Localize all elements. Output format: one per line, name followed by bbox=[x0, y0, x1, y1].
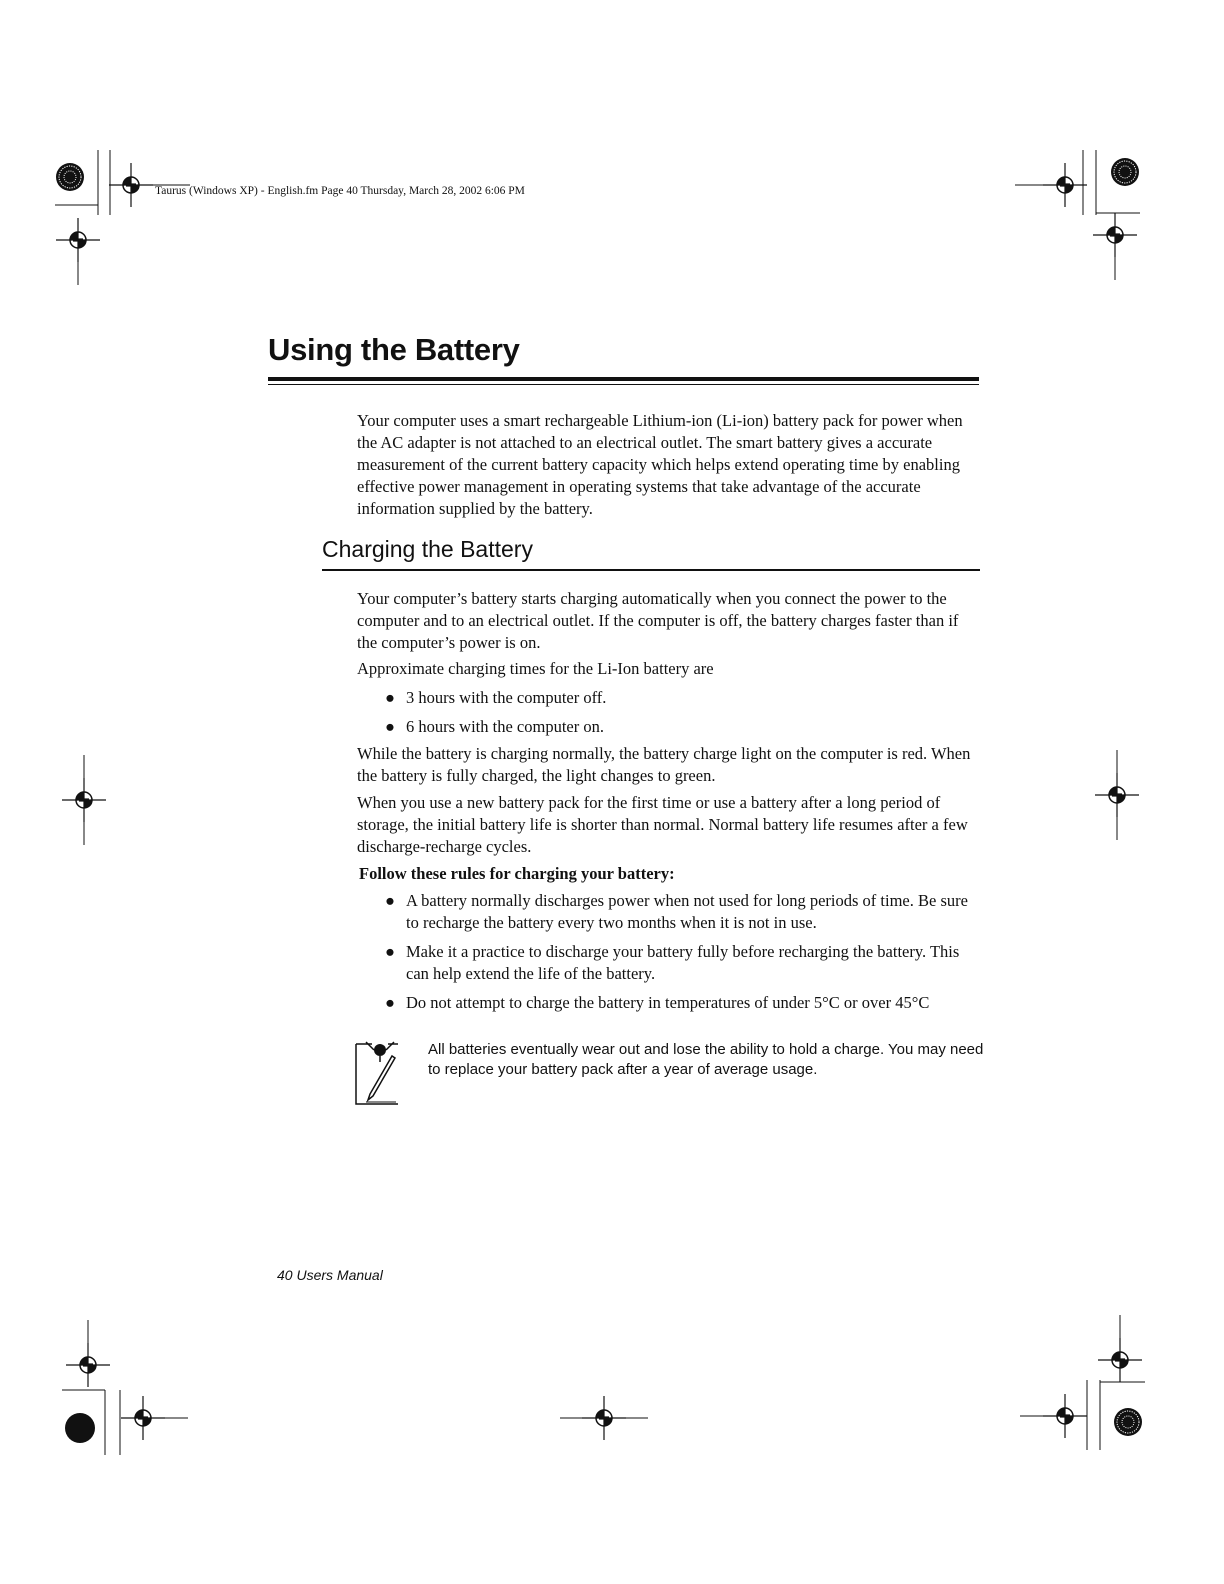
title-rule-thin bbox=[268, 384, 979, 385]
list-item bbox=[385, 941, 985, 985]
intro-paragraph: Your computer uses a smart rechargeable Lithium-ion (Li-ion) battery pack for power when the AC adapter is not attached to an electrical outlet. The smart battery gives a accurate measurement of the current battery capacity which helps extend operating time by enabling effective power management in operating systems that take advantage of the accurate information supplied by the battery. bbox=[357, 411, 963, 518]
page-title: Using the Battery bbox=[268, 332, 520, 367]
registration-mark-icon bbox=[1098, 1338, 1142, 1382]
bullet-icon: ● bbox=[385, 891, 395, 910]
page-footer: 40 Users Manual bbox=[277, 1267, 383, 1283]
new-battery-paragraph: When you use a new battery pack for the first time or use a battery after a long period of storage, the initial battery life is shorter than normal. Normal battery life resumes after a few discharge-recharge cycles. bbox=[357, 793, 968, 856]
registration-mark-icon bbox=[56, 218, 100, 262]
rules-heading: Follow these rules for charging your battery: bbox=[359, 864, 675, 883]
charging-times-intro: Approximate charging times for the Li-Ion battery are bbox=[357, 659, 714, 678]
bullet-icon: ● bbox=[385, 688, 395, 707]
color-target-icon bbox=[1114, 1408, 1142, 1436]
title-rule bbox=[268, 377, 979, 381]
section-heading: Charging the Battery bbox=[322, 536, 533, 562]
bullet-icon: ● bbox=[385, 717, 395, 736]
registration-mark-icon bbox=[109, 163, 153, 207]
charge-light-paragraph: While the battery is charging normally, the battery charge light on the computer is red. When the battery is fully charged, the light changes to green. bbox=[357, 744, 971, 785]
registration-mark-icon bbox=[121, 1396, 165, 1440]
registration-mark-icon bbox=[582, 1396, 626, 1440]
list-item-text: 3 hours with the computer off. bbox=[406, 688, 607, 707]
registration-mark-icon bbox=[1043, 163, 1087, 207]
note-text: All batteries eventually wear out and lose the ability to hold a charge. You may need to replace your battery pack after a year of average usage. bbox=[428, 1041, 984, 1078]
registration-mark-icon bbox=[1093, 213, 1137, 257]
list-item-text: Do not attempt to charge the battery in temperatures of under 5°C or over 45°C bbox=[406, 993, 930, 1012]
list-item-text: 6 hours with the computer on. bbox=[406, 717, 604, 736]
color-target-icon bbox=[1111, 158, 1139, 186]
charging-paragraph: Your computer’s battery starts charging automatically when you connect the power to the computer and to an electrical outlet. If the computer is off, the battery charges faster than if the computer’s power is on. bbox=[357, 589, 959, 652]
registration-mark-icon bbox=[66, 1343, 110, 1387]
bullet-icon: ● bbox=[385, 993, 395, 1012]
note-pencil-icon bbox=[352, 1036, 404, 1108]
print-header: Taurus (Windows XP) - English.fm Page 40 Thursday, March 28, 2002 6:06 PM bbox=[155, 185, 525, 197]
list-item-text: A battery normally discharges power when not used for long periods of time. Be sure to recharge the battery every two months when it is not in use. bbox=[406, 891, 968, 932]
registration-mark-icon bbox=[1043, 1394, 1087, 1438]
registration-mark-icon bbox=[1095, 773, 1139, 817]
registration-mark-icon bbox=[62, 778, 106, 822]
bullet-icon: ● bbox=[385, 942, 395, 961]
section-rule bbox=[322, 569, 980, 571]
list-item bbox=[385, 890, 985, 934]
color-target-icon bbox=[65, 1413, 95, 1443]
color-target-icon bbox=[56, 163, 84, 191]
list-item-text: Make it a practice to discharge your battery fully before recharging the battery. This can help extend the life of the battery. bbox=[406, 942, 960, 983]
